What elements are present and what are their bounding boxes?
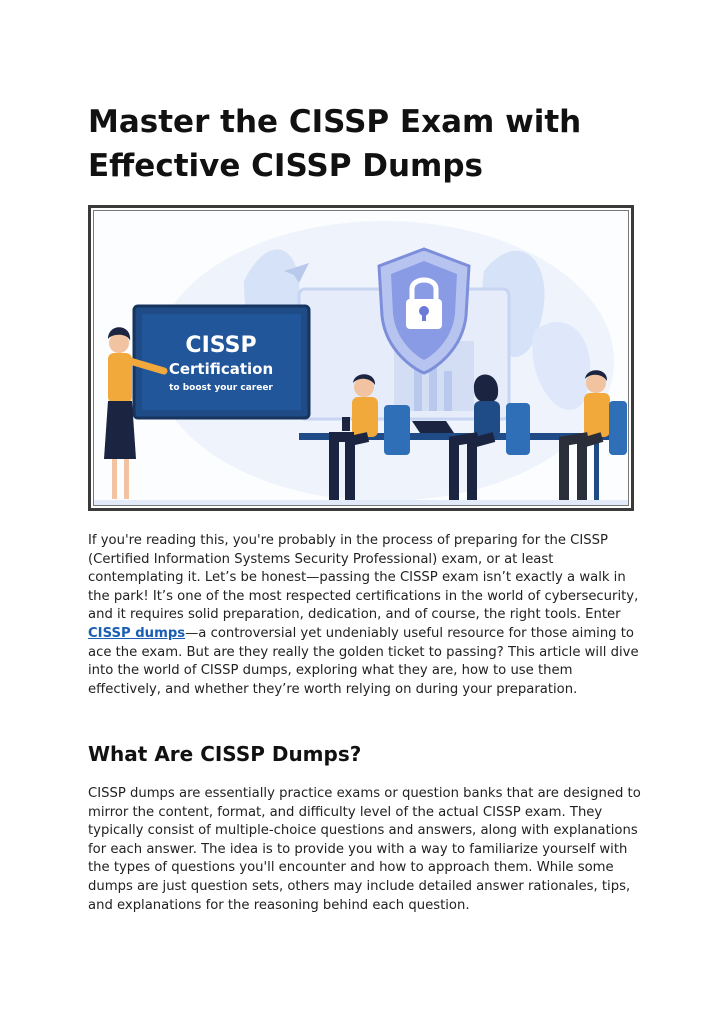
board-tagline: to boost your career — [169, 383, 273, 393]
board-subheading: Certification — [168, 360, 274, 378]
page-title: Master the CISSP Exam with Effective CISSP Dumps — [88, 104, 582, 184]
hero-image — [88, 205, 634, 511]
cissp-illustration — [94, 211, 629, 506]
section-heading: What Are CISSP Dumps? — [88, 742, 362, 766]
board-heading: CISSP — [185, 333, 257, 358]
intro-text-end: —a controversial yet undeniably useful resource for those aiming to ace the exam. But are they really the golden ticket to passing? This article will dive into the world of CISSP dumps, exploring what they are, how to use them effectively, and whether they’re worth relying on during your preparation. — [88, 625, 639, 697]
cissp-dumps-link[interactable]: CISSP dumps — [88, 625, 186, 641]
intro-text-start: If you're reading this, you're probably in the process of preparing for the CISSP (Certified Information Systems Security Professional) exam, or at least contemplating it. Let’s be honest—passing the CISSP exam isn’t exactly a walk in the park! It’s one of the most respected certifications in the world of cybersecurity, and it requires solid preparation, dedication, and of course, the right tools. Enter — [88, 533, 639, 623]
hero-illustration — [93, 210, 629, 506]
intro-paragraph — [88, 532, 644, 699]
section-paragraph: CISSP dumps are essentially practice exams or question banks that are designed to mirror the content, format, and difficulty level of the actual CISSP exam. They typically consist of multiple-choice questions and answers, along with explanations for each answer. The idea is to provide you with a way to familiarize yourself with the types of questions you'll encounter and how to approach them. While some dumps are just question sets, others may include detailed answer rationales, tips, and explanations for the reasoning behind each question. — [88, 786, 641, 913]
